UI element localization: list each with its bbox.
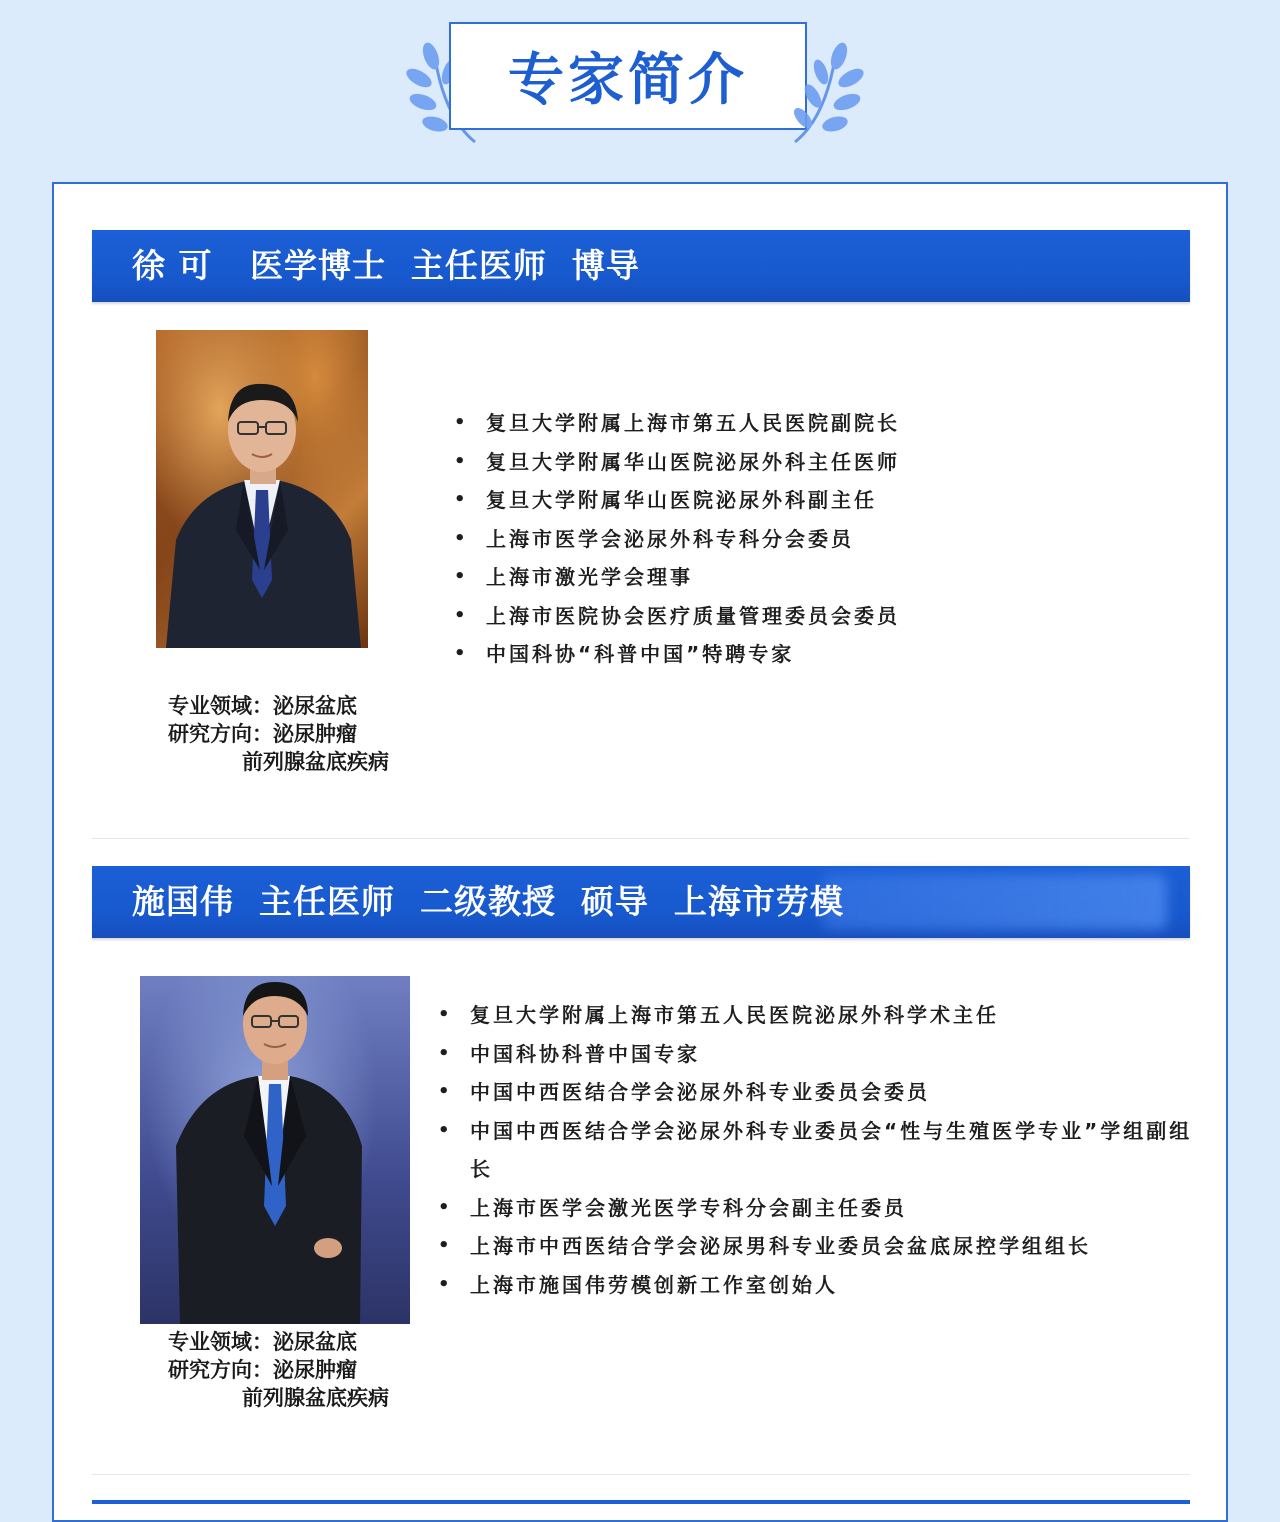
expert-card (52, 182, 1228, 1522)
bullet-icon: • (438, 1042, 453, 1064)
bullet-icon: • (454, 450, 469, 472)
bullet-icon: • (438, 1273, 453, 1295)
research-label: 研究方向：泌尿肿瘤 (168, 722, 357, 746)
expert-2-heading: 施国伟 主任医师 二级教授 硕导 上海市劳模 (132, 882, 844, 921)
list-item: • 上海市激光学会理事 (452, 558, 900, 597)
list-item: • 复旦大学附属华山医院泌尿外科主任医师 (452, 443, 900, 482)
laurel-right-icon (775, 38, 865, 148)
bullet-icon: • (454, 527, 469, 549)
next-section-bar-edge (92, 1500, 1190, 1504)
expert-2-portrait (140, 976, 410, 1324)
research-extra: 前列腺盆底疾病 (242, 1386, 389, 1410)
bullet-icon: • (454, 412, 469, 433)
bullet-icon: • (454, 643, 469, 664)
list-item: • 中国科协“科普中国”特聘专家 (452, 635, 900, 674)
specialty-label: 专业领域：泌尿盆底 (168, 1330, 357, 1354)
bullet-icon: • (438, 1004, 453, 1025)
list-item: • 中国中西医结合学会泌尿外科专业委员会委员 (436, 1073, 1196, 1112)
list-item: • 上海市施国伟劳模创新工作室创始人 (436, 1266, 1196, 1305)
bullet-icon: • (454, 566, 469, 587)
expert-1-role-list (452, 404, 900, 674)
page-title: 专家简介 (508, 48, 748, 113)
section-divider (92, 1474, 1190, 1475)
expert-2-specialty (168, 1328, 389, 1412)
bullet-icon: • (454, 604, 469, 626)
expert-1-header-bar (92, 230, 1190, 302)
specialty-label: 专业领域：泌尿盆底 (168, 694, 357, 718)
list-item: • 复旦大学附属华山医院泌尿外科副主任 (452, 481, 900, 520)
list-item: • 上海市中西医结合学会泌尿男科专业委员会盆底尿控学组组长 (436, 1227, 1196, 1266)
list-item: • 上海市医院协会医疗质量管理委员会委员 (452, 597, 900, 636)
expert-2-role-list (436, 996, 1196, 1304)
list-item: • 上海市医学会泌尿外科专科分会委员 (452, 520, 900, 559)
list-item: • 上海市医学会激光医学专科分会副主任委员 (436, 1189, 1196, 1228)
bullet-icon: • (438, 1119, 453, 1141)
expert-1-heading: 徐 可 医学博士 主任医师 博导 (132, 246, 640, 285)
list-item: • 中国科协科普中国专家 (436, 1035, 1196, 1074)
research-label: 研究方向：泌尿肿瘤 (168, 1358, 357, 1382)
blurred-region (822, 874, 1167, 930)
bullet-icon: • (438, 1081, 453, 1102)
bullet-icon: • (454, 489, 469, 510)
expert-2-header-bar (92, 866, 1190, 938)
list-item: • 复旦大学附属上海市第五人民医院副院长 (452, 404, 900, 443)
research-extra: 前列腺盆底疾病 (242, 750, 389, 774)
list-item: • 中国中西医结合学会泌尿外科专业委员会“性与生殖医学专业”学组副组长 (436, 1112, 1196, 1189)
section-divider (92, 838, 1190, 839)
expert-1-portrait (156, 330, 368, 648)
bullet-icon: • (438, 1235, 453, 1256)
bullet-icon: • (438, 1196, 453, 1218)
list-item: • 复旦大学附属上海市第五人民医院泌尿外科学术主任 (436, 996, 1196, 1035)
title-box (449, 22, 807, 130)
title-banner (449, 22, 809, 132)
expert-1-specialty (168, 692, 389, 776)
